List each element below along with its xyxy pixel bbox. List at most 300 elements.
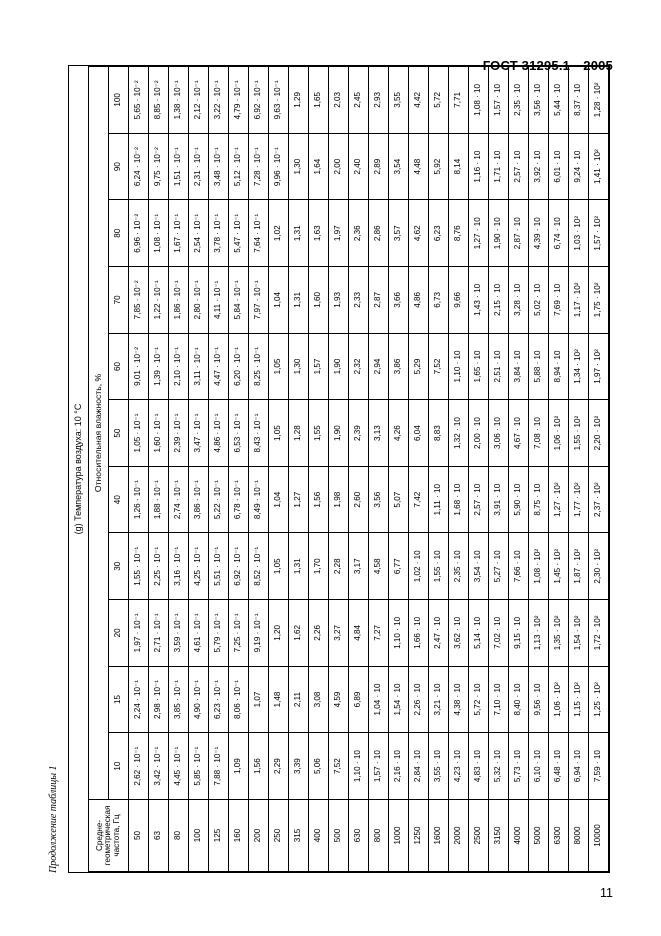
humidity-column-label: 40 [108, 466, 128, 533]
attenuation-cell: 2,00 [328, 133, 348, 200]
attenuation-cell: 2,57 · 10 [468, 466, 488, 533]
attenuation-cell: 1,54 · 10 [388, 666, 408, 733]
humidity-column-label: 15 [108, 666, 128, 733]
attenuation-cell: 4,67 · 10 [508, 400, 528, 467]
attenuation-cell: 1,08 · 10⁻¹ [148, 200, 168, 267]
frequency-cell: 800 [368, 799, 388, 871]
attenuation-cell: 4,83 · 10 [468, 733, 488, 800]
table-title: (g) Температура воздуха: 10 °C [69, 67, 89, 872]
attenuation-cell: 9,75 · 10⁻² [148, 133, 168, 200]
attenuation-cell: 1,05 [268, 400, 288, 467]
attenuation-cell: 2,93 [368, 67, 388, 134]
attenuation-cell: 5,12 · 10⁻¹ [228, 133, 248, 200]
attenuation-cell: 2,33 [348, 267, 368, 334]
attenuation-cell: 6,74 · 10 [548, 200, 568, 267]
table-row [508, 67, 528, 872]
attenuation-cell: 1,30 [288, 333, 308, 400]
attenuation-cell: 6,94 · 10 [568, 733, 588, 800]
humidity-column-label: 70 [108, 267, 128, 334]
table-row [168, 67, 188, 872]
attenuation-cell: 7,52 [428, 333, 448, 400]
attenuation-cell: 1,97 · 10⁻¹ [128, 600, 148, 667]
attenuation-cell: 1,68 · 10 [448, 466, 468, 533]
attenuation-cell: 6,77 [388, 533, 408, 600]
attenuation-cell: 2,15 · 10 [488, 267, 508, 334]
attenuation-cell: 1,56 [308, 466, 328, 533]
table-row [308, 67, 328, 872]
attenuation-cell: 7,88 · 10⁻¹ [208, 733, 228, 800]
attenuation-cell: 4,59 [328, 666, 348, 733]
attenuation-cell: 8,49 · 10⁻¹ [248, 466, 268, 533]
attenuation-cell: 2,51 · 10 [488, 333, 508, 400]
table-row [468, 67, 488, 872]
attenuation-cell: 9,56 · 10 [528, 666, 548, 733]
attenuation-cell: 3,17 [348, 533, 368, 600]
attenuation-cell: 2,12 · 10⁻¹ [188, 67, 208, 134]
frequency-cell: 50 [128, 799, 148, 871]
attenuation-cell: 6,10 · 10 [528, 733, 548, 800]
attenuation-cell: 5,51 · 10⁻¹ [208, 533, 228, 600]
attenuation-cell: 6,92 · 10⁻¹ [248, 67, 268, 134]
frequency-cell: 500 [328, 799, 348, 871]
attenuation-cell: 1,32 · 10 [448, 400, 468, 467]
attenuation-cell: 6,23 [428, 200, 448, 267]
frequency-column-header: Средне- геометрическая частота, Гц [88, 799, 128, 871]
attenuation-cell: 4,61 · 10⁻¹ [188, 600, 208, 667]
attenuation-cell: 1,28 [288, 400, 308, 467]
attenuation-cell: 2,10 · 10⁻¹ [168, 333, 188, 400]
attenuation-cell: 1,57 [308, 333, 328, 400]
frequency-cell: 160 [228, 799, 248, 871]
attenuation-cell: 1,48 [268, 666, 288, 733]
frequency-cell: 80 [168, 799, 188, 871]
attenuation-cell: 5,73 · 10 [508, 733, 528, 800]
attenuation-cell: 8,14 [448, 133, 468, 200]
attenuation-cell: 4,25 · 10⁻¹ [188, 533, 208, 600]
attenuation-cell: 2,57 · 10 [508, 133, 528, 200]
frequency-cell: 63 [148, 799, 168, 871]
frequency-cell: 10000 [588, 799, 608, 871]
attenuation-cell: 7,97 · 10⁻¹ [248, 267, 268, 334]
table-row [128, 67, 148, 872]
attenuation-cell: 3,06 · 10 [488, 400, 508, 467]
attenuation-cell: 1,27 · 10² [548, 466, 568, 533]
attenuation-cell: 2,86 [368, 200, 388, 267]
attenuation-cell: 1,57 · 10² [588, 200, 608, 267]
table-row [388, 67, 408, 872]
frequency-cell: 315 [288, 799, 308, 871]
attenuation-cell: 5,85 · 10⁻¹ [188, 733, 208, 800]
attenuation-cell: 1,63 [308, 200, 328, 267]
attenuation-cell: 3,39 [288, 733, 308, 800]
attenuation-cell: 9,66 [448, 267, 468, 334]
table-row [328, 67, 348, 872]
attenuation-cell: 6,24 · 10⁻² [128, 133, 148, 200]
attenuation-cell: 4,86 · 10⁻¹ [208, 400, 228, 467]
attenuation-cell: 5,27 · 10 [488, 533, 508, 600]
attenuation-cell: 1,70 [308, 533, 328, 600]
table-row [528, 67, 548, 872]
table-border-wrapper [68, 65, 610, 873]
attenuation-cell: 1,77 · 10² [568, 466, 588, 533]
attenuation-cell: 8,43 · 10⁻¹ [248, 400, 268, 467]
attenuation-cell: 1,27 · 10 [468, 200, 488, 267]
attenuation-cell: 6,73 [428, 267, 448, 334]
table-row [188, 67, 208, 872]
frequency-cell: 1000 [388, 799, 408, 871]
attenuation-cell: 3,08 [308, 666, 328, 733]
attenuation-cell: 1,04 [268, 466, 288, 533]
attenuation-cell: 2,62 · 10⁻¹ [128, 733, 148, 800]
attenuation-cell: 5,72 [428, 67, 448, 134]
attenuation-cell: 4,26 [388, 400, 408, 467]
attenuation-cell: 8,52 · 10⁻¹ [248, 533, 268, 600]
attenuation-cell: 1,13 · 10² [528, 600, 548, 667]
attenuation-cell: 1,03 · 10² [568, 200, 588, 267]
frequency-cell: 2000 [448, 799, 468, 871]
attenuation-cell: 1,30 [288, 133, 308, 200]
attenuation-cell: 4,48 [408, 133, 428, 200]
table-row [208, 67, 228, 872]
table-row [268, 67, 288, 872]
frequency-cell: 4000 [508, 799, 528, 871]
attenuation-cell: 1,29 [288, 67, 308, 134]
attenuation-cell: 1,25 · 10² [588, 666, 608, 733]
attenuation-cell: 2,00 · 10 [468, 400, 488, 467]
attenuation-cell: 5,22 · 10⁻¹ [208, 466, 228, 533]
attenuation-cell: 2,98 · 10⁻¹ [148, 666, 168, 733]
attenuation-cell: 3,21 · 10 [428, 666, 448, 733]
attenuation-cell: 5,02 · 10 [528, 267, 548, 334]
attenuation-cell: 4,58 [368, 533, 388, 600]
attenuation-cell: 2,45 [348, 67, 368, 134]
attenuation-cell: 1,71 · 10 [488, 133, 508, 200]
attenuation-cell: 3,62 · 10 [448, 600, 468, 667]
attenuation-cell: 4,38 · 10 [448, 666, 468, 733]
attenuation-cell: 1,02 [268, 200, 288, 267]
attenuation-cell: 2,36 [348, 200, 368, 267]
attenuation-cell: 1,26 · 10⁻¹ [128, 466, 148, 533]
attenuation-cell: 1,22 · 10⁻¹ [148, 267, 168, 334]
attenuation-cell: 1,04 · 10 [368, 666, 388, 733]
attenuation-cell: 5,47 · 10⁻¹ [228, 200, 248, 267]
attenuation-cell: 3,22 · 10⁻¹ [208, 67, 228, 134]
attenuation-cell: 3,48 · 10⁻¹ [208, 133, 228, 200]
table-title-row [69, 67, 89, 872]
attenuation-cell: 7,42 [408, 466, 428, 533]
attenuation-cell: 4,45 · 10⁻¹ [168, 733, 188, 800]
attenuation-cell: 3,54 · 10 [468, 533, 488, 600]
attenuation-cell: 7,69 · 10 [548, 267, 568, 334]
attenuation-cell: 3,66 [388, 267, 408, 334]
table-row [288, 67, 308, 872]
attenuation-cell: 2,94 [368, 333, 388, 400]
attenuation-cell: 1,35 · 10² [548, 600, 568, 667]
attenuation-cell: 1,15 · 10² [568, 666, 588, 733]
attenuation-cell: 1,31 [288, 533, 308, 600]
attenuation-cell: 1,04 [268, 267, 288, 334]
attenuation-cell: 1,66 · 10 [408, 600, 428, 667]
attenuation-cell: 7,85 · 10⁻² [128, 267, 148, 334]
attenuation-cell: 5,14 · 10 [468, 600, 488, 667]
humidity-column-label: 60 [108, 333, 128, 400]
attenuation-cell: 7,59 · 10 [588, 733, 608, 800]
frequency-cell: 200 [248, 799, 268, 871]
attenuation-cell: 5,88 · 10 [528, 333, 548, 400]
standard-header: ГОСТ 31295.1—2005 [482, 58, 613, 73]
attenuation-cell: 4,84 [348, 600, 368, 667]
attenuation-cell: 1,55 · 10⁻¹ [128, 533, 148, 600]
attenuation-cell: 2,30 · 10² [588, 533, 608, 600]
attenuation-cell: 1,51 · 10⁻¹ [168, 133, 188, 200]
attenuation-cell: 2,32 [348, 333, 368, 400]
attenuation-cell: 1,60 [308, 267, 328, 334]
attenuation-cell: 3,42 · 10⁻¹ [148, 733, 168, 800]
attenuation-cell: 6,96 · 10⁻² [128, 200, 148, 267]
attenuation-cell: 1,57 · 10 [488, 67, 508, 134]
attenuation-cell: 4,47 · 10⁻¹ [208, 333, 228, 400]
attenuation-cell: 2,39 [348, 400, 368, 467]
attenuation-cell: 3,92 · 10 [528, 133, 548, 200]
attenuation-cell: 1,97 [328, 200, 348, 267]
attenuation-cell: 2,35 · 10 [508, 67, 528, 134]
attenuation-cell: 4,42 [408, 67, 428, 134]
attenuation-cell: 1,75 · 10² [588, 267, 608, 334]
humidity-column-label: 10 [108, 733, 128, 800]
attenuation-cell: 2,24 · 10⁻¹ [128, 666, 148, 733]
attenuation-cell: 1,72 · 10² [588, 600, 608, 667]
attenuation-cell: 1,86 · 10⁻¹ [168, 267, 188, 334]
attenuation-cell: 4,79 · 10⁻¹ [228, 67, 248, 134]
attenuation-cell: 3,13 [368, 400, 388, 467]
frequency-cell: 3150 [488, 799, 508, 871]
humidity-column-label: 30 [108, 533, 128, 600]
attenuation-cell: 1,90 [328, 400, 348, 467]
attenuation-cell: 2,25 · 10⁻¹ [148, 533, 168, 600]
attenuation-cell: 7,52 [328, 733, 348, 800]
attenuation-cell: 1,05 [268, 533, 288, 600]
attenuation-cell: 1,08 · 10² [528, 533, 548, 600]
humidity-column-label: 20 [108, 600, 128, 667]
attenuation-cell: 3,86 [388, 333, 408, 400]
attenuation-cell: 3,57 [388, 200, 408, 267]
page-number: 11 [600, 886, 613, 900]
attenuation-cell: 7,27 [368, 600, 388, 667]
attenuation-cell: 2,54 · 10⁻¹ [188, 200, 208, 267]
attenuation-cell: 1,90 · 10 [488, 200, 508, 267]
attenuation-cell: 2,03 [328, 67, 348, 134]
attenuation-cell: 2,26 · 10 [408, 666, 428, 733]
attenuation-cell: 2,16 · 10 [388, 733, 408, 800]
attenuation-cell: 6,53 · 10⁻¹ [228, 400, 248, 467]
attenuation-cell: 1,17 · 10² [568, 267, 588, 334]
attenuation-cell: 9,63 · 10⁻¹ [268, 67, 288, 134]
attenuation-cell: 1,05 [268, 333, 288, 400]
frequency-cell: 125 [208, 799, 228, 871]
table-row [368, 67, 388, 872]
attenuation-cell: 2,11 [288, 666, 308, 733]
attenuation-cell: 1,28 · 10² [588, 67, 608, 134]
attenuation-cell: 5,07 [388, 466, 408, 533]
attenuation-cell: 1,90 [328, 333, 348, 400]
attenuation-cell: 8,94 · 10 [548, 333, 568, 400]
attenuation-cell: 2,89 [368, 133, 388, 200]
attenuation-cell: 2,87 [368, 267, 388, 334]
table-continuation-label: Продолжение таблицы 1 [47, 765, 59, 873]
attenuation-cell: 1,88 · 10⁻¹ [148, 466, 168, 533]
attenuation-cell: 4,62 [408, 200, 428, 267]
frequency-cell: 1600 [428, 799, 448, 871]
attenuation-cell: 9,15 · 10 [508, 600, 528, 667]
attenuation-cell: 3,85 · 10⁻¹ [168, 666, 188, 733]
attenuation-cell: 3,91 · 10 [488, 466, 508, 533]
attenuation-cell: 5,06 [308, 733, 328, 800]
attenuation-cell: 1,67 · 10⁻¹ [168, 200, 188, 267]
attenuation-cell: 5,72 · 10 [468, 666, 488, 733]
humidity-group-row [88, 67, 108, 872]
attenuation-cell: 9,24 · 10 [568, 133, 588, 200]
attenuation-cell: 1,02 · 10 [408, 533, 428, 600]
attenuation-cell: 3,28 · 10 [508, 267, 528, 334]
attenuation-cell: 1,65 · 10 [468, 333, 488, 400]
attenuation-cell: 3,78 · 10⁻¹ [208, 200, 228, 267]
attenuation-cell: 1,34 · 10² [568, 333, 588, 400]
attenuation-cell: 1,41 · 10² [588, 133, 608, 200]
attenuation-cell: 1,93 [328, 267, 348, 334]
frequency-cell: 400 [308, 799, 328, 871]
attenuation-cell: 5,90 · 10 [508, 466, 528, 533]
attenuation-cell: 1,05 · 10⁻¹ [128, 400, 148, 467]
attenuation-cell: 1,06 · 10² [548, 400, 568, 467]
attenuation-cell: 6,01 · 10 [548, 133, 568, 200]
attenuation-cell: 8,76 [448, 200, 468, 267]
attenuation-cell: 1,08 · 10 [468, 67, 488, 134]
attenuation-cell: 3,54 [388, 133, 408, 200]
attenuation-cell: 1,57 · 10 [368, 733, 388, 800]
attenuation-cell: 8,37 · 10 [568, 67, 588, 134]
attenuation-cell: 1,39 · 10⁻¹ [148, 333, 168, 400]
attenuation-cell: 2,31 · 10⁻¹ [188, 133, 208, 200]
attenuation-cell: 7,28 · 10⁻¹ [248, 133, 268, 200]
attenuation-cell: 1,87 · 10² [568, 533, 588, 600]
attenuation-cell: 4,23 · 10 [448, 733, 468, 800]
attenuation-cell: 1,20 [268, 600, 288, 667]
table-row [448, 67, 468, 872]
attenuation-cell: 3,11 · 10⁻¹ [188, 333, 208, 400]
attenuation-cell: 2,71 · 10⁻¹ [148, 600, 168, 667]
frequency-cell: 8000 [568, 799, 588, 871]
attenuation-cell: 6,92 · 10⁻¹ [228, 533, 248, 600]
attenuation-cell: 3,84 · 10 [508, 333, 528, 400]
attenuation-cell: 1,97 · 10² [588, 333, 608, 400]
table-row [488, 67, 508, 872]
attenuation-cell: 9,96 · 10⁻¹ [268, 133, 288, 200]
attenuation-cell: 1,55 [308, 400, 328, 467]
table-row [588, 67, 608, 872]
attenuation-cell: 3,16 · 10⁻¹ [168, 533, 188, 600]
attenuation-cell: 4,39 · 10 [528, 200, 548, 267]
attenuation-cell: 1,60 · 10⁻¹ [148, 400, 168, 467]
attenuation-cell: 8,40 · 10 [508, 666, 528, 733]
attenuation-cell: 1,09 [228, 733, 248, 800]
frequency-cell: 630 [348, 799, 368, 871]
attenuation-cell: 5,79 · 10⁻¹ [208, 600, 228, 667]
attenuation-cell: 1,54 · 10² [568, 600, 588, 667]
attenuation-cell: 2,20 · 10² [588, 400, 608, 467]
humidity-column-label: 50 [108, 400, 128, 467]
attenuation-cell: 2,39 · 10⁻¹ [168, 400, 188, 467]
attenuation-cell: 6,78 · 10⁻¹ [228, 466, 248, 533]
attenuation-cell: 5,84 · 10⁻¹ [228, 267, 248, 334]
attenuation-cell: 8,06 · 10⁻¹ [228, 666, 248, 733]
attenuation-cell: 7,02 · 10 [488, 600, 508, 667]
attenuation-cell: 5,32 · 10 [488, 733, 508, 800]
frequency-cell: 250 [268, 799, 288, 871]
attenuation-cell: 3,55 [388, 67, 408, 134]
attenuation-cell: 1,27 [288, 466, 308, 533]
attenuation-cell: 6,89 [348, 666, 368, 733]
attenuation-cell: 6,23 · 10⁻¹ [208, 666, 228, 733]
attenuation-cell: 5,65 · 10⁻² [128, 67, 148, 134]
frequency-cell: 2500 [468, 799, 488, 871]
attenuation-cell: 8,83 [428, 400, 448, 467]
attenuation-cell: 2,87 · 10 [508, 200, 528, 267]
attenuation-cell: 4,86 [408, 267, 428, 334]
table-row [248, 67, 268, 872]
frequency-cell: 5000 [528, 799, 548, 871]
absorption-table [69, 66, 609, 872]
attenuation-cell: 1,45 · 10² [548, 533, 568, 600]
attenuation-cell: 6,20 · 10⁻¹ [228, 333, 248, 400]
attenuation-cell: 7,25 · 10⁻¹ [228, 600, 248, 667]
attenuation-cell: 1,10 · 10 [448, 333, 468, 400]
attenuation-cell: 9,01 · 10⁻² [128, 333, 148, 400]
attenuation-cell: 8,85 · 10⁻² [148, 67, 168, 134]
table-row [568, 67, 588, 872]
attenuation-cell: 3,56 [368, 466, 388, 533]
attenuation-cell: 3,56 · 10 [528, 67, 548, 134]
attenuation-cell: 2,26 [308, 600, 328, 667]
attenuation-cell: 2,84 · 10 [408, 733, 428, 800]
attenuation-cell: 1,56 [248, 733, 268, 800]
attenuation-cell: 2,80 · 10⁻¹ [188, 267, 208, 334]
table-row [348, 67, 368, 872]
attenuation-cell: 1,06 · 10² [548, 666, 568, 733]
humidity-column-label: 90 [108, 133, 128, 200]
frequency-cell: 1250 [408, 799, 428, 871]
attenuation-cell: 8,75 · 10 [528, 466, 548, 533]
attenuation-cell: 2,40 [348, 133, 368, 200]
attenuation-cell: 5,92 [428, 133, 448, 200]
attenuation-cell: 3,55 · 10 [428, 733, 448, 800]
attenuation-cell: 1,64 [308, 133, 328, 200]
attenuation-cell: 2,47 · 10 [428, 600, 448, 667]
table-row [228, 67, 248, 872]
rotated-table-inner [46, 63, 616, 873]
frequency-cell: 100 [188, 799, 208, 871]
attenuation-cell: 4,11 · 10⁻¹ [208, 267, 228, 334]
attenuation-cell: 1,38 · 10⁻¹ [168, 67, 188, 134]
attenuation-cell: 7,66 · 10 [508, 533, 528, 600]
attenuation-cell: 4,90 · 10⁻¹ [188, 666, 208, 733]
attenuation-cell: 3,59 · 10⁻¹ [168, 600, 188, 667]
humidity-column-label: 80 [108, 200, 128, 267]
attenuation-cell: 1,31 [288, 267, 308, 334]
attenuation-cell: 1,55 · 10 [428, 533, 448, 600]
attenuation-cell: 3,47 · 10⁻¹ [188, 400, 208, 467]
humidity-values-row [108, 67, 128, 872]
attenuation-cell: 1,98 [328, 466, 348, 533]
